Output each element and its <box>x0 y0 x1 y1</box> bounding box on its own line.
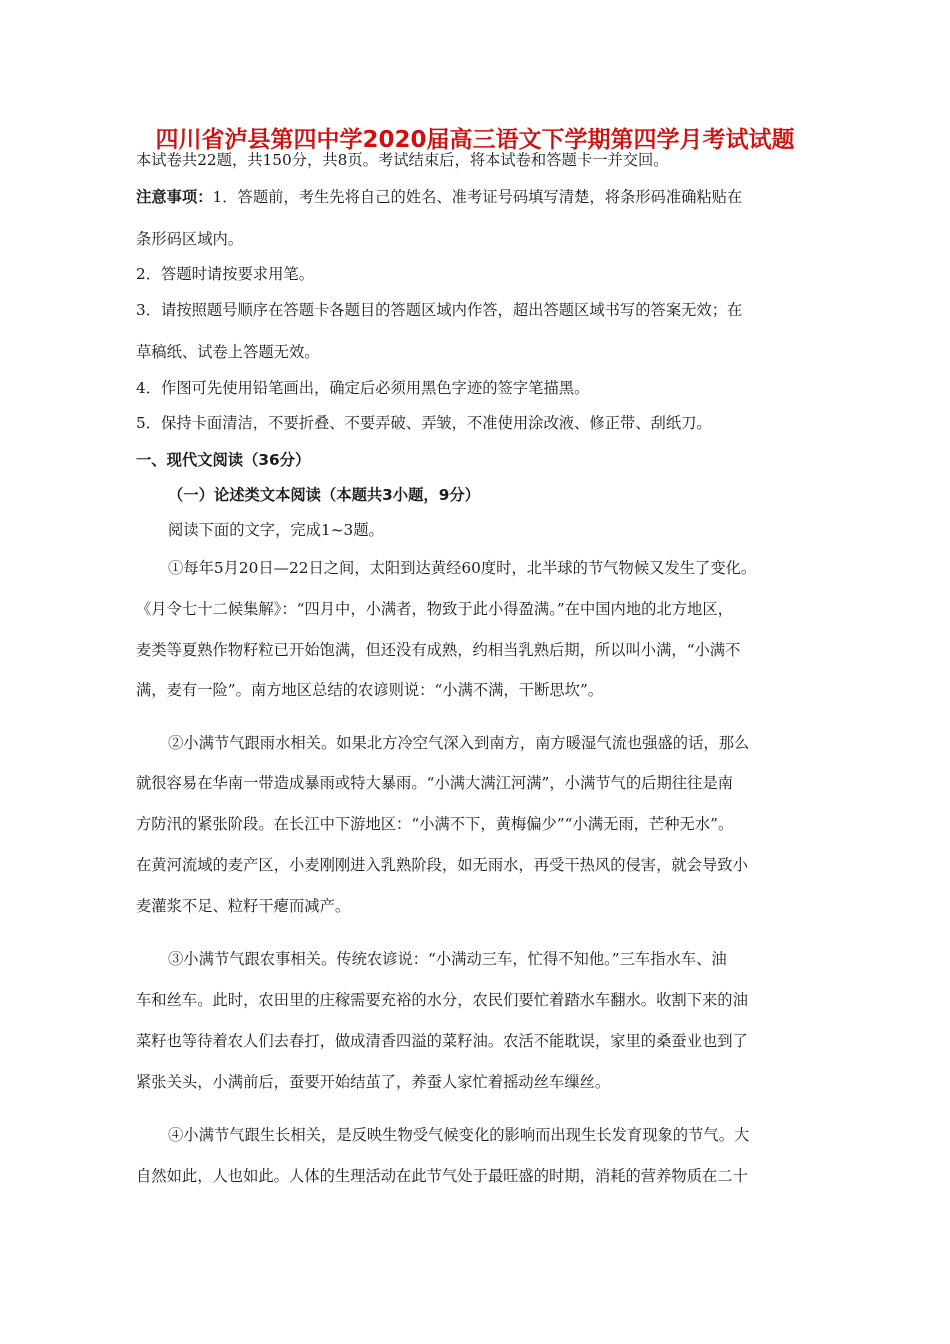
paragraph-2-line: ②小满节气跟雨水相关。如果北方冷空气深入到南方，南方暖湿气流也强盛的话，那么 <box>168 734 750 752</box>
reading-instruction: 阅读下面的文字，完成1~3题。 <box>168 521 384 539</box>
paragraph-3-line: 车和丝车。此时，农田里的庄稼需要充裕的水分，农民们要忙着踏水车翻水。收割下来的油 <box>136 991 748 1009</box>
paragraph-1-line: 《月令七十二候集解》：“四月中，小满者，物致于此小得盈满。”在中国内地的北方地区， <box>136 600 733 618</box>
notice-item-3: 3．请按照题号顺序在答题卡各题目的答题区域内作答，超出答题区域书写的答案无效；在 <box>136 301 743 319</box>
paragraph-4-line: ④小满节气跟生长相关，是反映生物受气候变化的影响而出现生长发育现象的节气。大 <box>168 1126 750 1144</box>
paragraph-3-line: 菜籽也等待着农人们去春打，做成清香四溢的菜籽油。农活不能耽误，家里的桑蚕业也到了 <box>136 1032 748 1050</box>
paragraph-4-line: 自然如此，人也如此。人体的生理活动在此节气处于最旺盛的时期，消耗的营养物质在二十 <box>136 1167 748 1185</box>
notice-item-1-cont: 条形码区域内。 <box>136 230 244 248</box>
document-title: 四川省泸县第四中学2020届高三语文下学期第四学月考试试题 <box>155 127 795 153</box>
paragraph-3-line: ③小满节气跟农事相关。传统农谚说：“小满动三车，忙得不知他。”三车指水车、油 <box>168 950 727 968</box>
notice-item-4: 4．作图可先使用铅笔画出，确定后必须用黑色字迹的签字笔描黑。 <box>136 379 590 397</box>
notice-line-1 <box>136 187 742 207</box>
intro-text: 本试卷共22题，共150分，共8页。考试结束后，将本试卷和答题卡一并交回。 <box>136 151 669 169</box>
section-heading: 一、现代文阅读（36分） <box>136 451 311 469</box>
paragraph-1-line: 满，麦有一险”。南方地区总结的农谚则说：“小满不满，干断思坎”。 <box>136 681 604 699</box>
subsection-heading: （一）论述类文本阅读（本题共3小题，9分） <box>168 486 480 504</box>
notice-item-1: 1．答题前，考生先将自己的姓名、准考证号码填写清楚，将条形码准确粘贴在 <box>212 188 743 206</box>
notice-item-3-cont: 草稿纸、试卷上答题无效。 <box>136 343 320 361</box>
paragraph-1-line: ①每年5月20日—22日之间，太阳到达黄经60度时，北半球的节气物候又发生了变化。 <box>168 559 757 577</box>
paragraph-2-line: 在黄河流域的麦产区，小麦刚刚进入乳熟阶段，如无雨水，再受干热风的侵害，就会导致小 <box>136 856 748 874</box>
notice-item-2: 2．答题时请按要求用笔。 <box>136 265 314 283</box>
paragraph-2-line: 麦灌浆不足、粒籽干瘪而减产。 <box>136 897 351 915</box>
notice-item-5: 5．保持卡面清洁，不要折叠、不要弄破、弄皱，不准使用涂改液、修正带、刮纸刀。 <box>136 414 712 432</box>
notice-label: 注意事项： <box>136 188 213 206</box>
paragraph-2-line: 方防汛的紧张阶段。在长江中下游地区：“小满不下，黄梅偏少”“小满无雨，芒种无水”。 <box>136 815 734 833</box>
paragraph-1-line: 麦类等夏熟作物籽粒已开始饱满，但还没有成熟，约相当乳熟后期，所以叫小满，“小满不 <box>136 641 741 659</box>
paragraph-3-line: 紧张关头，小满前后，蚕要开始结茧了，养蚕人家忙着摇动丝车缫丝。 <box>136 1073 611 1091</box>
paragraph-2-line: 就很容易在华南一带造成暴雨或特大暴雨。“小满大满江河满”，小满节气的后期往往是南 <box>136 774 733 792</box>
